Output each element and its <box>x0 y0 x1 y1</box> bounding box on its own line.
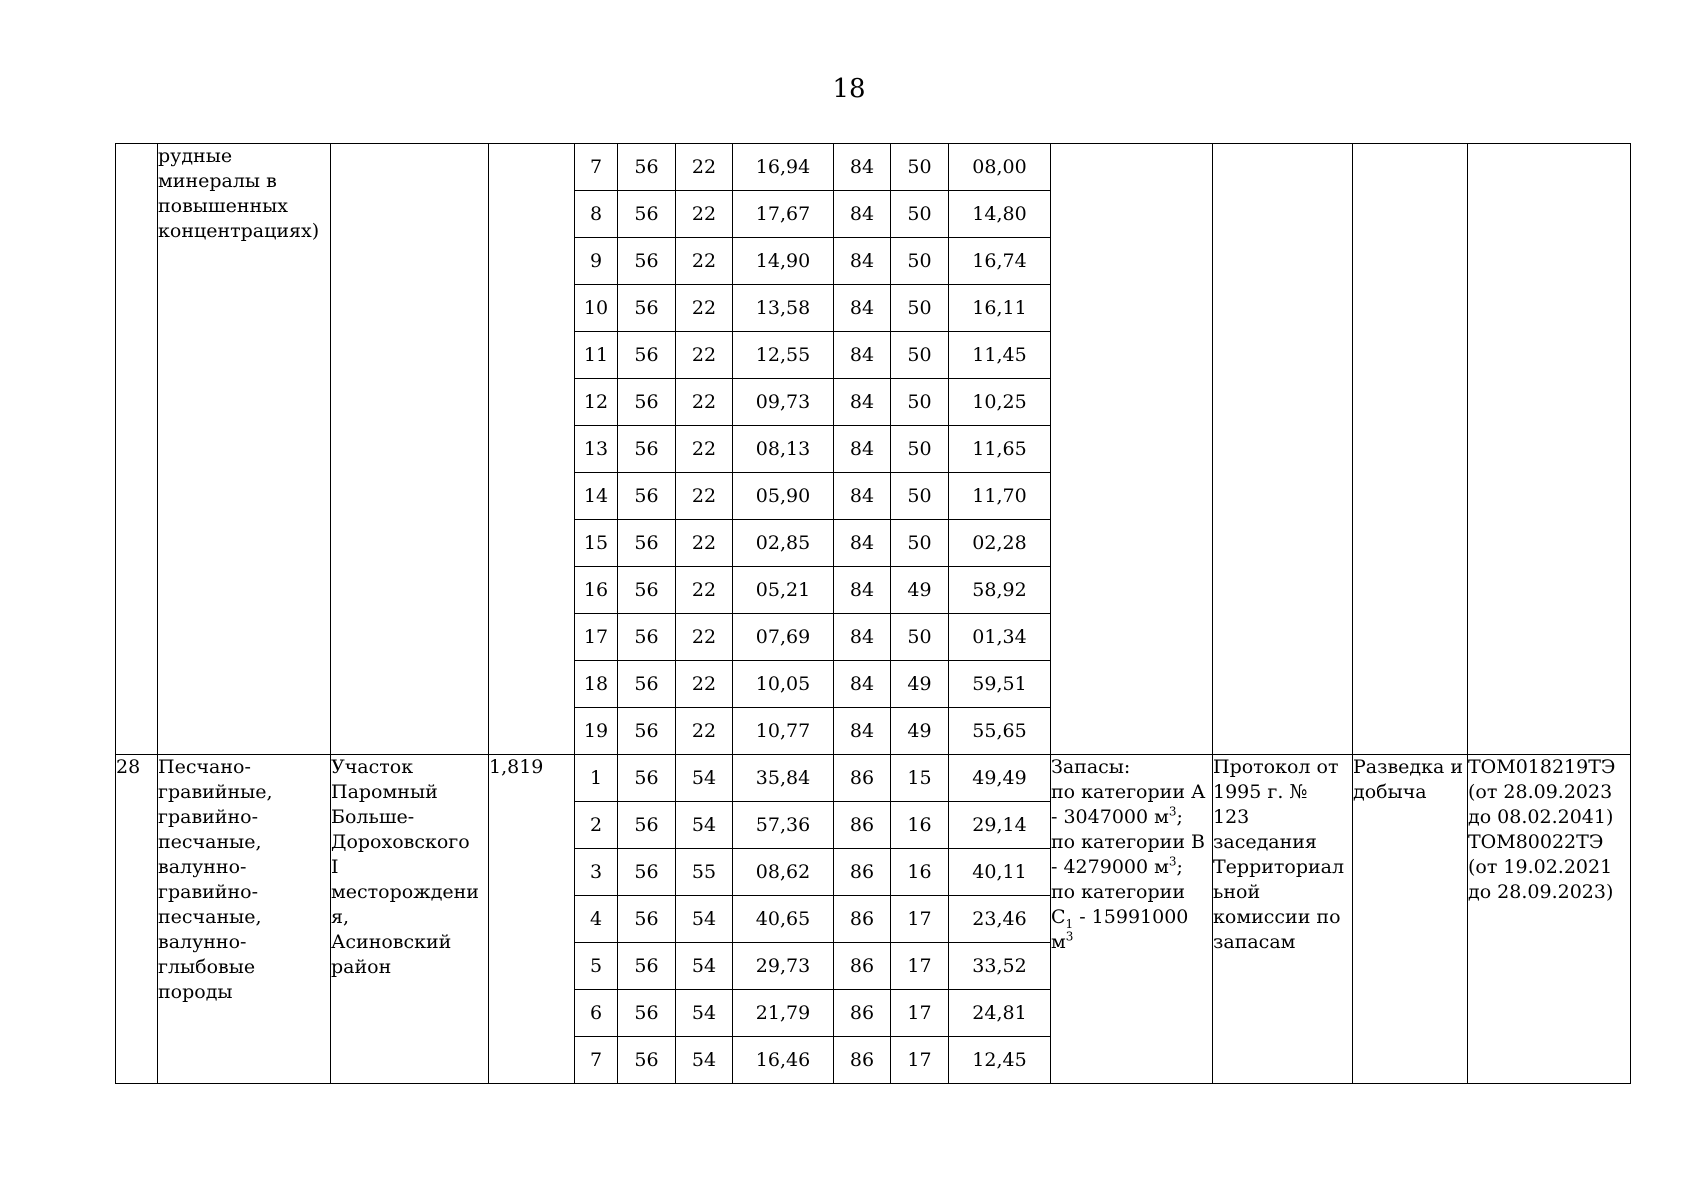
lat-deg: 56 <box>618 1037 676 1084</box>
point-number: 1 <box>575 755 618 802</box>
site-cell <box>331 755 489 1084</box>
lat-deg: 56 <box>618 755 676 802</box>
lon-min: 17 <box>891 1037 949 1084</box>
table-row <box>116 144 1631 191</box>
lat-min: 54 <box>676 990 733 1037</box>
protocol-cell <box>1213 144 1353 755</box>
protocol-cell-line: Территориал <box>1213 856 1345 878</box>
lon-sec: 08,00 <box>949 144 1051 191</box>
lon-deg: 86 <box>834 849 891 896</box>
lat-sec: 29,73 <box>733 943 834 990</box>
lat-sec: 10,77 <box>733 708 834 755</box>
site-cell-line: Паромный <box>331 781 438 803</box>
mineral-cell-line: гравийно- <box>158 806 258 828</box>
lat-sec: 16,94 <box>733 144 834 191</box>
protocol-cell-line: ьной <box>1213 881 1261 903</box>
lat-sec: 12,55 <box>733 332 834 379</box>
lat-deg: 56 <box>618 379 676 426</box>
lon-sec: 40,11 <box>949 849 1051 896</box>
mineral-cell-line: песчаные, <box>158 906 262 928</box>
lon-min: 15 <box>891 755 949 802</box>
lat-min: 54 <box>676 896 733 943</box>
reserves-c-value: - 15991000 <box>1073 906 1189 928</box>
lon-min: 50 <box>891 473 949 520</box>
lat-deg: 56 <box>618 896 676 943</box>
unit-superscript: 3 <box>1065 929 1074 944</box>
lon-min: 50 <box>891 379 949 426</box>
lat-sec: 08,62 <box>733 849 834 896</box>
lat-min: 55 <box>676 849 733 896</box>
lat-sec: 21,79 <box>733 990 834 1037</box>
site-cell-line: Участок <box>331 756 414 778</box>
lat-min: 22 <box>676 567 733 614</box>
lon-min: 50 <box>891 426 949 473</box>
lat-min: 54 <box>676 1037 733 1084</box>
lat-deg: 56 <box>618 802 676 849</box>
lon-min: 50 <box>891 332 949 379</box>
lon-sec: 33,52 <box>949 943 1051 990</box>
lon-deg: 84 <box>834 238 891 285</box>
mineral-cell <box>158 144 331 755</box>
lon-deg: 86 <box>834 755 891 802</box>
lon-sec: 16,74 <box>949 238 1051 285</box>
protocol-cell-line: 1995 г. № <box>1213 781 1308 803</box>
lon-deg: 84 <box>834 708 891 755</box>
lat-min: 22 <box>676 661 733 708</box>
mineral-cell-line: повышенных <box>158 195 288 217</box>
table-row <box>116 755 1631 802</box>
site-cell-line: район <box>331 956 392 978</box>
lon-min: 49 <box>891 567 949 614</box>
category-subscript: 1 <box>1065 916 1074 931</box>
usage-cell-line: добыча <box>1353 781 1427 803</box>
reserves-b-label: по категории В <box>1051 831 1205 853</box>
lat-deg: 56 <box>618 144 676 191</box>
reserves-b-suffix: ; <box>1176 856 1183 878</box>
lat-sec: 35,84 <box>733 755 834 802</box>
lon-min: 50 <box>891 191 949 238</box>
lon-min: 17 <box>891 896 949 943</box>
usage-cell <box>1353 755 1468 1084</box>
lat-deg: 56 <box>618 614 676 661</box>
mineral-cell-line: концентрациях) <box>158 220 320 242</box>
mineral-cell-line: гравийно- <box>158 881 258 903</box>
reserves-b-value: - 4279000 м <box>1051 856 1169 878</box>
mineral-cell-line: Песчано- <box>158 756 251 778</box>
lon-min: 16 <box>891 849 949 896</box>
lon-deg: 84 <box>834 379 891 426</box>
lat-deg: 56 <box>618 943 676 990</box>
lon-deg: 86 <box>834 1037 891 1084</box>
site-cell-line: месторождени <box>331 881 479 903</box>
mineral-cell-line: глыбовые <box>158 956 256 978</box>
lon-sec: 14,80 <box>949 191 1051 238</box>
lat-min: 22 <box>676 144 733 191</box>
reserves-cell <box>1051 144 1213 755</box>
area-cell: 1,819 <box>489 755 575 1084</box>
lat-deg: 56 <box>618 473 676 520</box>
protocol-cell-line: Протокол от <box>1213 756 1339 778</box>
lat-min: 22 <box>676 379 733 426</box>
license-cell-line: (от 19.02.2021 <box>1468 856 1613 878</box>
site-cell <box>331 144 489 755</box>
mineral-cell-line: валунно- <box>158 856 247 878</box>
lat-min: 22 <box>676 191 733 238</box>
site-cell-line: я, <box>331 906 350 928</box>
point-number: 14 <box>575 473 618 520</box>
lon-deg: 84 <box>834 144 891 191</box>
deposit-register-table <box>115 143 1631 1084</box>
reserves-c-line <box>1051 905 1212 930</box>
site-cell-line: Больше- <box>331 806 415 828</box>
lon-min: 16 <box>891 802 949 849</box>
point-number: 10 <box>575 285 618 332</box>
reserves-b-line <box>1051 855 1212 880</box>
lat-min: 22 <box>676 285 733 332</box>
usage-cell-line: Разведка и <box>1353 756 1464 778</box>
reserves-cell <box>1051 755 1213 1084</box>
lat-sec: 57,36 <box>733 802 834 849</box>
row-number-cell <box>116 144 158 755</box>
site-cell-line: I <box>331 856 339 878</box>
point-number: 7 <box>575 144 618 191</box>
lon-deg: 84 <box>834 285 891 332</box>
lon-min: 17 <box>891 990 949 1037</box>
license-cell <box>1468 144 1631 755</box>
mineral-cell-line: породы <box>158 981 233 1003</box>
lat-sec: 17,67 <box>733 191 834 238</box>
point-number: 15 <box>575 520 618 567</box>
lat-min: 22 <box>676 708 733 755</box>
protocol-cell <box>1213 755 1353 1084</box>
lon-sec: 11,65 <box>949 426 1051 473</box>
mineral-cell-line: минералы в <box>158 170 277 192</box>
lat-deg: 56 <box>618 567 676 614</box>
lat-min: 54 <box>676 943 733 990</box>
lat-deg: 56 <box>618 661 676 708</box>
lon-min: 50 <box>891 520 949 567</box>
protocol-cell-line: комиссии по <box>1213 906 1341 928</box>
unit-superscript: 3 <box>1168 854 1177 869</box>
lat-min: 22 <box>676 238 733 285</box>
reserves-title: Запасы: <box>1051 756 1131 778</box>
lat-deg: 56 <box>618 238 676 285</box>
lat-sec: 05,90 <box>733 473 834 520</box>
lon-min: 50 <box>891 144 949 191</box>
protocol-cell-line: запасам <box>1213 931 1296 953</box>
mineral-cell-line: гравийные, <box>158 781 273 803</box>
lon-deg: 84 <box>834 614 891 661</box>
unit-superscript: 3 <box>1168 804 1177 819</box>
mineral-cell-line: валунно- <box>158 931 247 953</box>
reserves-a-suffix: ; <box>1176 806 1183 828</box>
point-number: 19 <box>575 708 618 755</box>
protocol-cell-line: 123 <box>1213 806 1250 828</box>
lat-min: 54 <box>676 755 733 802</box>
lon-deg: 84 <box>834 567 891 614</box>
protocol-cell-line: заседания <box>1213 831 1317 853</box>
lon-min: 50 <box>891 285 949 332</box>
point-number: 9 <box>575 238 618 285</box>
point-number: 18 <box>575 661 618 708</box>
lat-min: 22 <box>676 520 733 567</box>
point-number: 7 <box>575 1037 618 1084</box>
reserves-c-label: по категории <box>1051 881 1185 903</box>
point-number: 2 <box>575 802 618 849</box>
point-number: 3 <box>575 849 618 896</box>
lat-sec: 40,65 <box>733 896 834 943</box>
point-number: 8 <box>575 191 618 238</box>
lon-deg: 84 <box>834 332 891 379</box>
lat-sec: 09,73 <box>733 379 834 426</box>
point-number: 12 <box>575 379 618 426</box>
license-cell-line: (от 28.09.2023 <box>1468 781 1613 803</box>
lon-deg: 84 <box>834 520 891 567</box>
license-cell-line: до 08.02.2041) <box>1468 806 1614 828</box>
lon-sec: 29,14 <box>949 802 1051 849</box>
reserves-a-label: по категории А <box>1051 781 1206 803</box>
lat-sec: 08,13 <box>733 426 834 473</box>
lat-deg: 56 <box>618 191 676 238</box>
mineral-cell-line: рудные <box>158 145 233 167</box>
usage-cell <box>1353 144 1468 755</box>
lat-sec: 10,05 <box>733 661 834 708</box>
mineral-cell <box>158 755 331 1084</box>
reserves-c-unit: м <box>1051 931 1066 953</box>
point-number: 17 <box>575 614 618 661</box>
lon-deg: 84 <box>834 661 891 708</box>
lat-sec: 07,69 <box>733 614 834 661</box>
lon-deg: 86 <box>834 943 891 990</box>
lat-sec: 02,85 <box>733 520 834 567</box>
lon-sec: 24,81 <box>949 990 1051 1037</box>
page-number: 18 <box>832 74 866 104</box>
lon-min: 50 <box>891 614 949 661</box>
lat-min: 22 <box>676 426 733 473</box>
lat-sec: 14,90 <box>733 238 834 285</box>
lon-min: 49 <box>891 661 949 708</box>
lon-deg: 84 <box>834 191 891 238</box>
lon-sec: 49,49 <box>949 755 1051 802</box>
lat-deg: 56 <box>618 332 676 379</box>
point-number: 11 <box>575 332 618 379</box>
lon-deg: 86 <box>834 896 891 943</box>
reserves-a-line <box>1051 805 1212 830</box>
reserves-a-value: - 3047000 м <box>1051 806 1169 828</box>
lon-min: 17 <box>891 943 949 990</box>
lat-min: 54 <box>676 802 733 849</box>
site-cell-line: Дороховского <box>331 831 470 853</box>
lat-deg: 56 <box>618 849 676 896</box>
lon-sec: 58,92 <box>949 567 1051 614</box>
lon-sec: 02,28 <box>949 520 1051 567</box>
lon-min: 50 <box>891 238 949 285</box>
lat-sec: 05,21 <box>733 567 834 614</box>
site-cell-line: Асиновский <box>331 931 452 953</box>
point-number: 4 <box>575 896 618 943</box>
lon-sec: 23,46 <box>949 896 1051 943</box>
lat-min: 22 <box>676 332 733 379</box>
license-cell-line: ТОМ80022ТЭ <box>1468 831 1604 853</box>
lat-deg: 56 <box>618 285 676 332</box>
point-number: 5 <box>575 943 618 990</box>
lon-deg: 86 <box>834 990 891 1037</box>
lat-sec: 13,58 <box>733 285 834 332</box>
lon-sec: 12,45 <box>949 1037 1051 1084</box>
license-cell-line: ТОМ018219ТЭ <box>1468 756 1616 778</box>
lat-min: 22 <box>676 473 733 520</box>
reserves-c-unit-line <box>1051 930 1212 955</box>
area-cell <box>489 144 575 755</box>
lon-deg: 86 <box>834 802 891 849</box>
row-number-cell: 28 <box>116 755 158 1084</box>
license-cell-line: до 28.09.2023) <box>1468 881 1614 903</box>
lon-sec: 11,70 <box>949 473 1051 520</box>
lat-deg: 56 <box>618 990 676 1037</box>
license-cell <box>1468 755 1631 1084</box>
lon-deg: 84 <box>834 426 891 473</box>
point-number: 13 <box>575 426 618 473</box>
lon-sec: 16,11 <box>949 285 1051 332</box>
lon-min: 49 <box>891 708 949 755</box>
point-number: 16 <box>575 567 618 614</box>
lat-deg: 56 <box>618 426 676 473</box>
reserves-c-letter: С <box>1051 906 1066 928</box>
lat-deg: 56 <box>618 708 676 755</box>
lat-sec: 16,46 <box>733 1037 834 1084</box>
lon-deg: 84 <box>834 473 891 520</box>
lon-sec: 55,65 <box>949 708 1051 755</box>
lon-sec: 59,51 <box>949 661 1051 708</box>
lon-sec: 01,34 <box>949 614 1051 661</box>
lon-sec: 10,25 <box>949 379 1051 426</box>
mineral-cell-line: песчаные, <box>158 831 262 853</box>
lat-min: 22 <box>676 614 733 661</box>
lon-sec: 11,45 <box>949 332 1051 379</box>
point-number: 6 <box>575 990 618 1037</box>
lat-deg: 56 <box>618 520 676 567</box>
